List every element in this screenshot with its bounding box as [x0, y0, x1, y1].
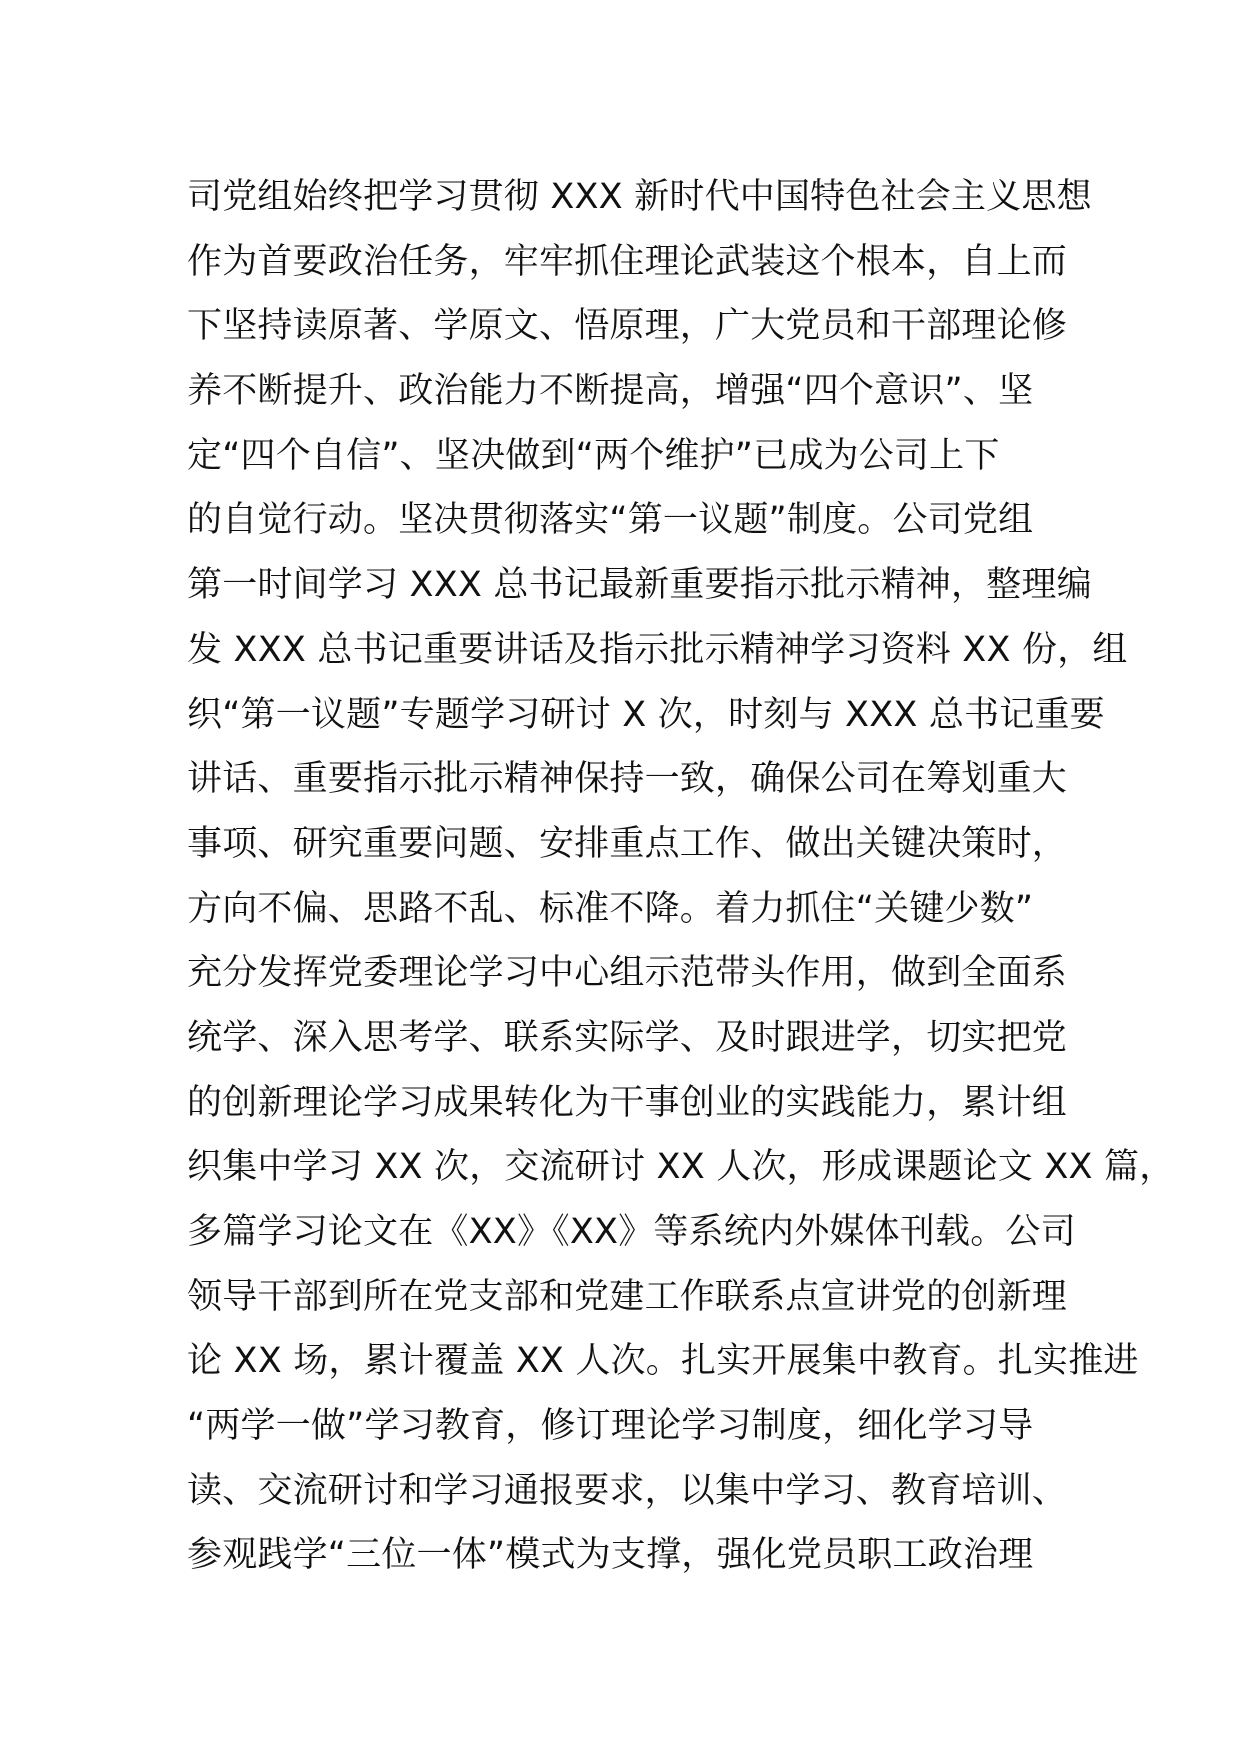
text-line: 下坚持读原著、学原文、悟原理，广大党员和干部理论修: [187, 306, 1068, 347]
text-line: 讲话、重要指示批示精神保持一致，确保公司在筹划重大: [187, 759, 1068, 800]
body-text: [187, 165, 1175, 1588]
text-line: 织集中学习 XX 次，交流研讨 XX 人次，形成课题论文 XX 篇，: [187, 1147, 1175, 1188]
text-line: 领导干部到所在党支部和党建工作联系点宣讲党的创新理: [187, 1276, 1068, 1317]
text-line: 的自觉行动。坚决贯彻落实“第一议题”制度。公司党组: [187, 500, 1034, 541]
text-line: 方向不偏、思路不乱、标准不降。着力抓住“关键少数”: [187, 888, 1034, 929]
text-line: 养不断提升、政治能力不断提高，增强“四个意识”、坚: [187, 371, 1034, 412]
text-line: 事项、研究重要问题、安排重点工作、做出关键决策时，: [187, 823, 1068, 864]
text-line: 作为首要政治任务，牢牢抓住理论武装这个根本，自上而: [187, 241, 1068, 282]
text-line: 论 XX 场，累计覆盖 XX 人次。扎实开展集中教育。扎实推进: [187, 1341, 1139, 1382]
text-line: 司党组始终把学习贯彻 XXX 新时代中国特色社会主义思想: [187, 177, 1092, 217]
text-line: 多篇学习论文在《XX》《XX》等系统内外媒体刊载。公司: [187, 1212, 1076, 1252]
text-line: 读、交流研讨和学习通报要求，以集中学习、教育培训、: [187, 1470, 1068, 1511]
text-line: 充分发挥党委理论学习中心组示范带头作用，做到全面系: [187, 953, 1068, 994]
text-line: 统学、深入思考学、联系实际学、及时跟进学，切实把党: [187, 1017, 1068, 1058]
text-line: “两学一做”学习教育，修订理论学习制度，细化学习导: [187, 1406, 1034, 1447]
text-line: 织“第一议题”专题学习研讨 X 次，时刻与 XXX 总书记重要: [187, 694, 1105, 735]
text-line: 的创新理论学习成果转化为干事创业的实践能力，累计组: [187, 1082, 1068, 1123]
text-line: 第一时间学习 XXX 总书记最新重要指示批示精神，整理编: [187, 565, 1092, 606]
text-line: 定“四个自信”、坚决做到“两个维护”已成为公司上下: [187, 435, 1000, 476]
text-line: 发 XXX 总书记重要讲话及指示批示精神学习资料 XX 份，组: [187, 629, 1128, 670]
text-line: 参观践学“三位一体”模式为支撑，强化党员职工政治理: [187, 1535, 1034, 1576]
